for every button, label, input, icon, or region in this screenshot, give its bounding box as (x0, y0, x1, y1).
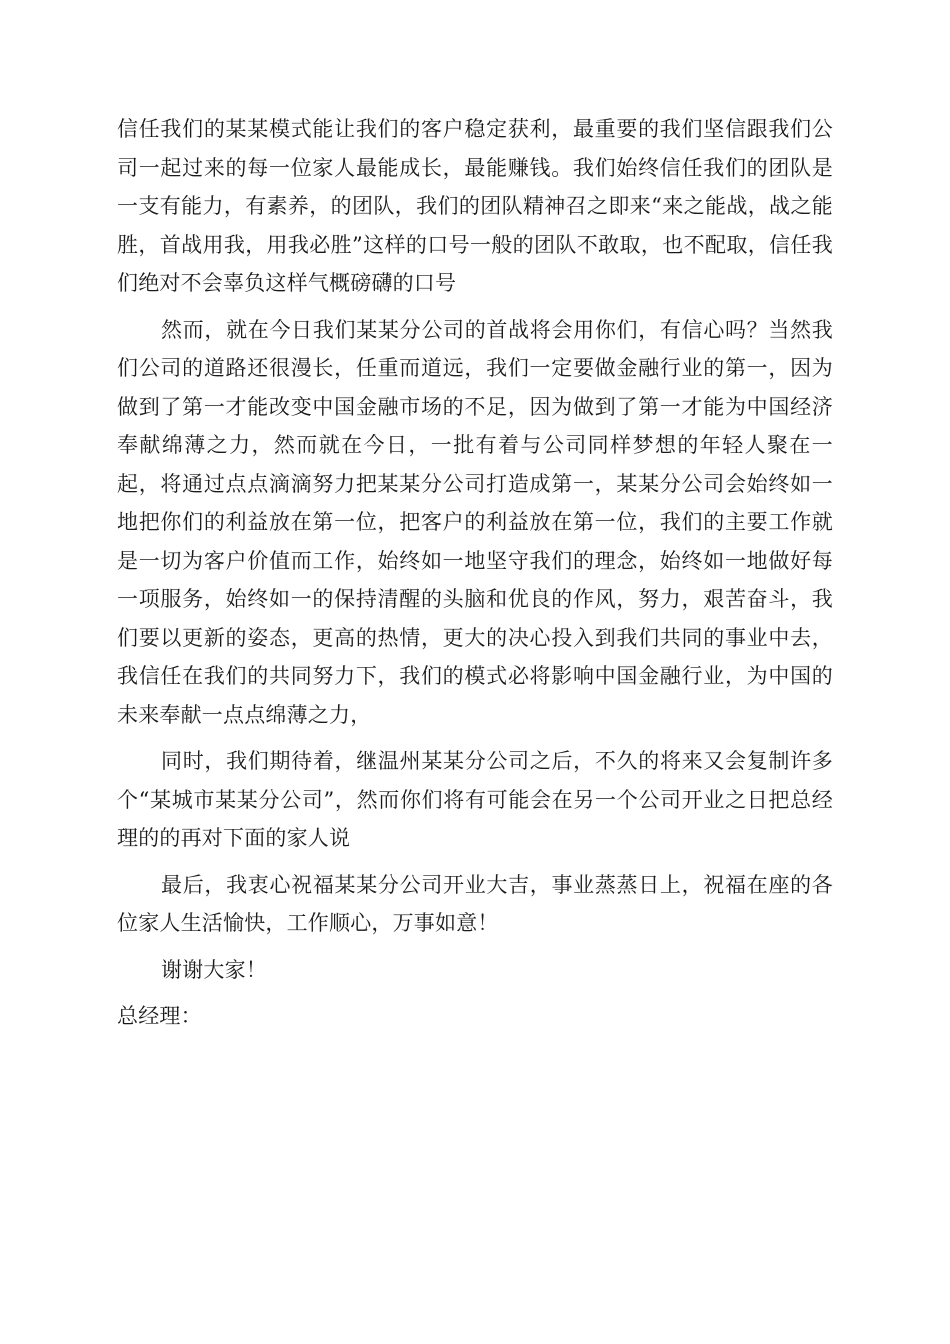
paragraph-trust: 信任我们的某某模式能让我们的客户稳定获利，最重要的我们坚信跟我们公司一起过来的每一位家人最能成长，最能赚钱。我们始终信任我们的团队是一支有能力，有素养，的团队，我们的团队精神召之即来“来之能战，战之能胜，首战用我，用我必胜”这样的口号一般的团队不敢取，也不配取，信任我们绝对不会辜负这样气概磅礴的口号 (117, 117, 833, 295)
paragraph-first-battle: 然而，就在今日我们某某分公司的首战将会用你们，有信心吗？当然我们公司的道路还很漫长，任重而道远，我们一定要做金融行业的第一，因为做到了第一才能改变中国金融市场的不足，因为做到了第一才能为中国经济奉献绵薄之力，然而就在今日，一批有着与公司同样梦想的年轻人聚在一起，将通过点点滴滴努力把某某分公司打造成第一，某某分公司会始终如一地把你们的利益放在第一位，把客户的利益放在第一位，我们的主要工作就是一切为客户价值而工作，始终如一地坚守我们的理念，始终如一地做好每一项服务，始终如一的保持清醒的头脑和优良的作风，努力，艰苦奋斗，我们要以更新的姿态，更高的热情，更大的决心投入到我们共同的事业中去，我信任在我们的共同努力下，我们的模式必将影响中国金融行业，为中国的未来奉献一点点绵薄之力， (117, 317, 833, 727)
paragraph-thanks: 谢谢大家！ (161, 957, 267, 982)
paragraph-blessing: 最后，我衷心祝福某某分公司开业大吉，事业蒸蒸日上，祝福在座的各位家人生活愉快，工作顺心，万事如意！ (117, 872, 833, 935)
signature-line: 总经理： (117, 1004, 202, 1028)
paragraph-expectation: 同时，我们期待着，继温州某某分公司之后，不久的将来又会复制许多个“某城市某某分公司”，然而你们将有可能会在另一个公司开业之日把总经理的的再对下面的家人说 (117, 749, 833, 850)
document-body (117, 110, 833, 1044)
